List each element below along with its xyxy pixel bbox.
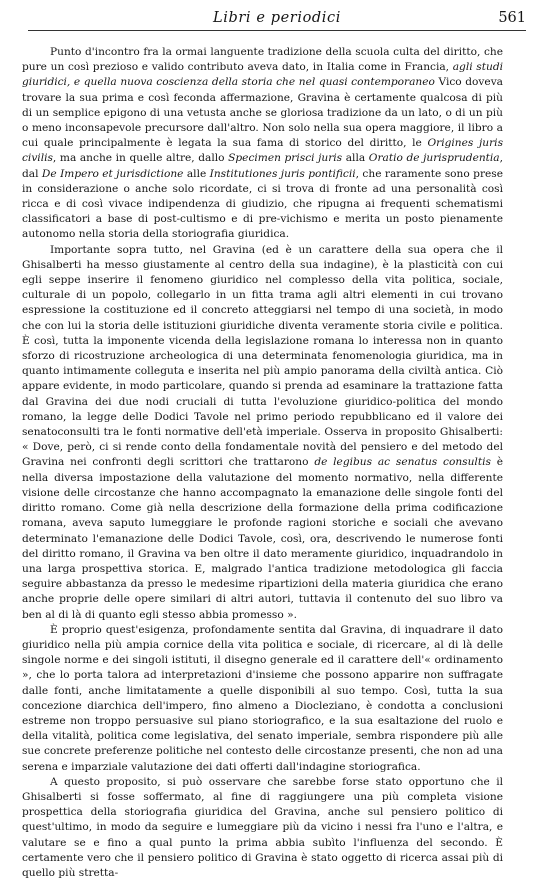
text-segment: Vico doveva trovare la sua prima e così feconda affermazione, Gravina è certamente qualcosa di più di un semplice epigono di una vetusta anche se gloriosa tradizione da un lato, o di un più o meno inconsapevole precursore dall'altro. Non solo nella sua opera maggiore, il libro a cui quale principalmente è legata la sua fama di storico del diritto, le bbox=[22, 76, 503, 150]
text-segment: , dal bbox=[22, 152, 503, 180]
italic-text-segment: Oratio de jurisprudentia bbox=[368, 152, 500, 165]
header-rule bbox=[28, 30, 526, 31]
paragraph bbox=[22, 623, 503, 775]
page-header bbox=[28, 10, 526, 32]
text-segment: , che raramente sono prese in considerazione o anche solo ricordate, ci si trova di fronte ad una personalità così ricca e di così vivace indipendenza di giudizio, che ripugna ai frequenti schematismi classificatori a base di post-cultismo e di pre-vichismo e merita un posto pienamente autonomo nella storia della storiografia giuridica. bbox=[22, 167, 503, 241]
italic-text-segment: de legibus ac senatus consultis bbox=[314, 456, 491, 469]
paragraph bbox=[22, 45, 503, 243]
italic-text-segment: Origines juris civilis bbox=[22, 137, 504, 165]
text-segment: è nella diversa impostazione della valutazione del momento normativo, nella differente visione delle circostanze che hanno accompagnato la emanazione delle singole fonti del diritto romano. Come già nella descrizione della formazione della prima codificazione romana, aveva saputo lumeggiare le profonde ragioni storiche e sociali che avevano determinato l'emanazione delle Dodici Tavole, così, ora, descrivendo le numerose fonti del diritto romano, il Gravina va ben oltre il dato meramente giuridico, inquadrandolo in una larga prospettiva storica. E, malgrado l'antica tradizione metodologica gli faccia seguire abbastanza da presso le medesime ripartizioni della materia giuridica che erano anche proprie delle opere similari di altri autori, tuttavia il contenuto del suo libro va ben al di là di quanto egli stesso abbia promesso ». bbox=[22, 456, 503, 621]
text-segment: Punto d'incontro fra la ormai languente tradizione della scuola culta del diritto, che pure un così prezioso e valido contributo aveva dato, in Italia come in Francia, bbox=[22, 46, 503, 74]
italic-text-segment: Institutiones juris pontificii bbox=[209, 167, 356, 180]
italic-text-segment: agli studi giuridici, e quella nuova coscienza della storia che nel quasi contemporaneo bbox=[22, 61, 503, 89]
review-body bbox=[22, 45, 503, 881]
text-segment: alle bbox=[183, 167, 210, 180]
text-segment: alla bbox=[342, 152, 369, 165]
text-segment: A questo proposito, si può osservare che sarebbe forse stato opportuno che il Ghisalberti si fosse soffermato, al fine di raggiungere una più completa visione prospettica della storiografia giuridica del Gravina, anche sul pensiero politico di quest'ultimo, in modo da seguire e lumeggiare più da vicino i nessi fra l'uno e l'altra, e valutare se e fino a qual punto la prima abbia subìto l'influenza del secondo. È certamente vero che il pensiero politico di Gravina è stato oggetto di ricerca assai più di quello più stretta- bbox=[22, 775, 503, 879]
paragraph bbox=[22, 243, 503, 623]
text-segment: , ma anche in quelle altre, dallo bbox=[52, 152, 229, 165]
running-title: Libri e periodici bbox=[213, 10, 341, 26]
italic-text-segment: De Impero et jurisdictione bbox=[41, 167, 184, 180]
text-segment: È proprio quest'esigenza, profondamente sentita dal Gravina, di inquadrare il dato giuridico nella più ampia cornice della vita politica e sociale, di ricercare, al di là delle singole norme e dei singoli istituti, il disegno generale ed il carattere dell'« ordinamento », che lo porta talora ad interpretazioni d'insieme che possono apparire non suffragate dalle fonti, anche limitatamente a quelle disponibili al suo tempo. Così, tutta la sua concezione diarchica dell'impero, fino almeno a Diocleziano, è condotta a conclusioni estreme non troppo persuasive sul piano storiografico, e la sua esaltazione del ruolo e della vitalità, politica come legislativa, del senato imperiale, sembra rispondere più alle sue concrete preferenze politiche nel contesto delle circostanze presenti, che non ad una serena e imparziale valutazione dei dati offerti dall'indagine storiografica. bbox=[22, 623, 503, 773]
text-segment: Importante sopra tutto, nel Gravina (ed è un carattere della sua opera che il Ghisalberti ha messo giustamente al centro della sua indagine), è la plasticità con cui egli seppe inserire il fenomeno giuridico nel complesso della vita politica, sociale, culturale di un popolo, collegarlo in un fitta trama agli altri elementi in cui trovano espressione la costituzione ed il concreto atteggiarsi nel tempo di una società, in modo che con lui la storia delle istituzioni giuridiche diventa veramente storia civile e politica. È così, tutta la imponente vicenda della legislazione romana lo interessa non in quanto sforzo di ricostruzione archeologica di una determinata fenomenologia giuridica, ma in quanto intimamente colleguta e inserita nel più ampio panorama della civiltà antica. Ciò appare evidente, in modo particolare, quando si prenda ad esaminare la trattazione fatta dal Gravina dei due nodi cruciali di tutta l'evoluzione giuridico-politica del mondo romano, la legge delle Dodici Tavole nel primo periodo repubblicano ed il valore dei senatoconsulti tra le fonti normative dell'età imperiale. Osserva in proposito Ghisalberti: « Dove, però, ci si rende conto della fondamentale novità del pensiero e del metodo del Gravina nei confronti degli scrittori che trattarono bbox=[22, 243, 503, 469]
paragraph bbox=[22, 775, 503, 881]
italic-text-segment: Specimen prisci juris bbox=[228, 152, 343, 165]
page-number: 561 bbox=[498, 10, 526, 26]
